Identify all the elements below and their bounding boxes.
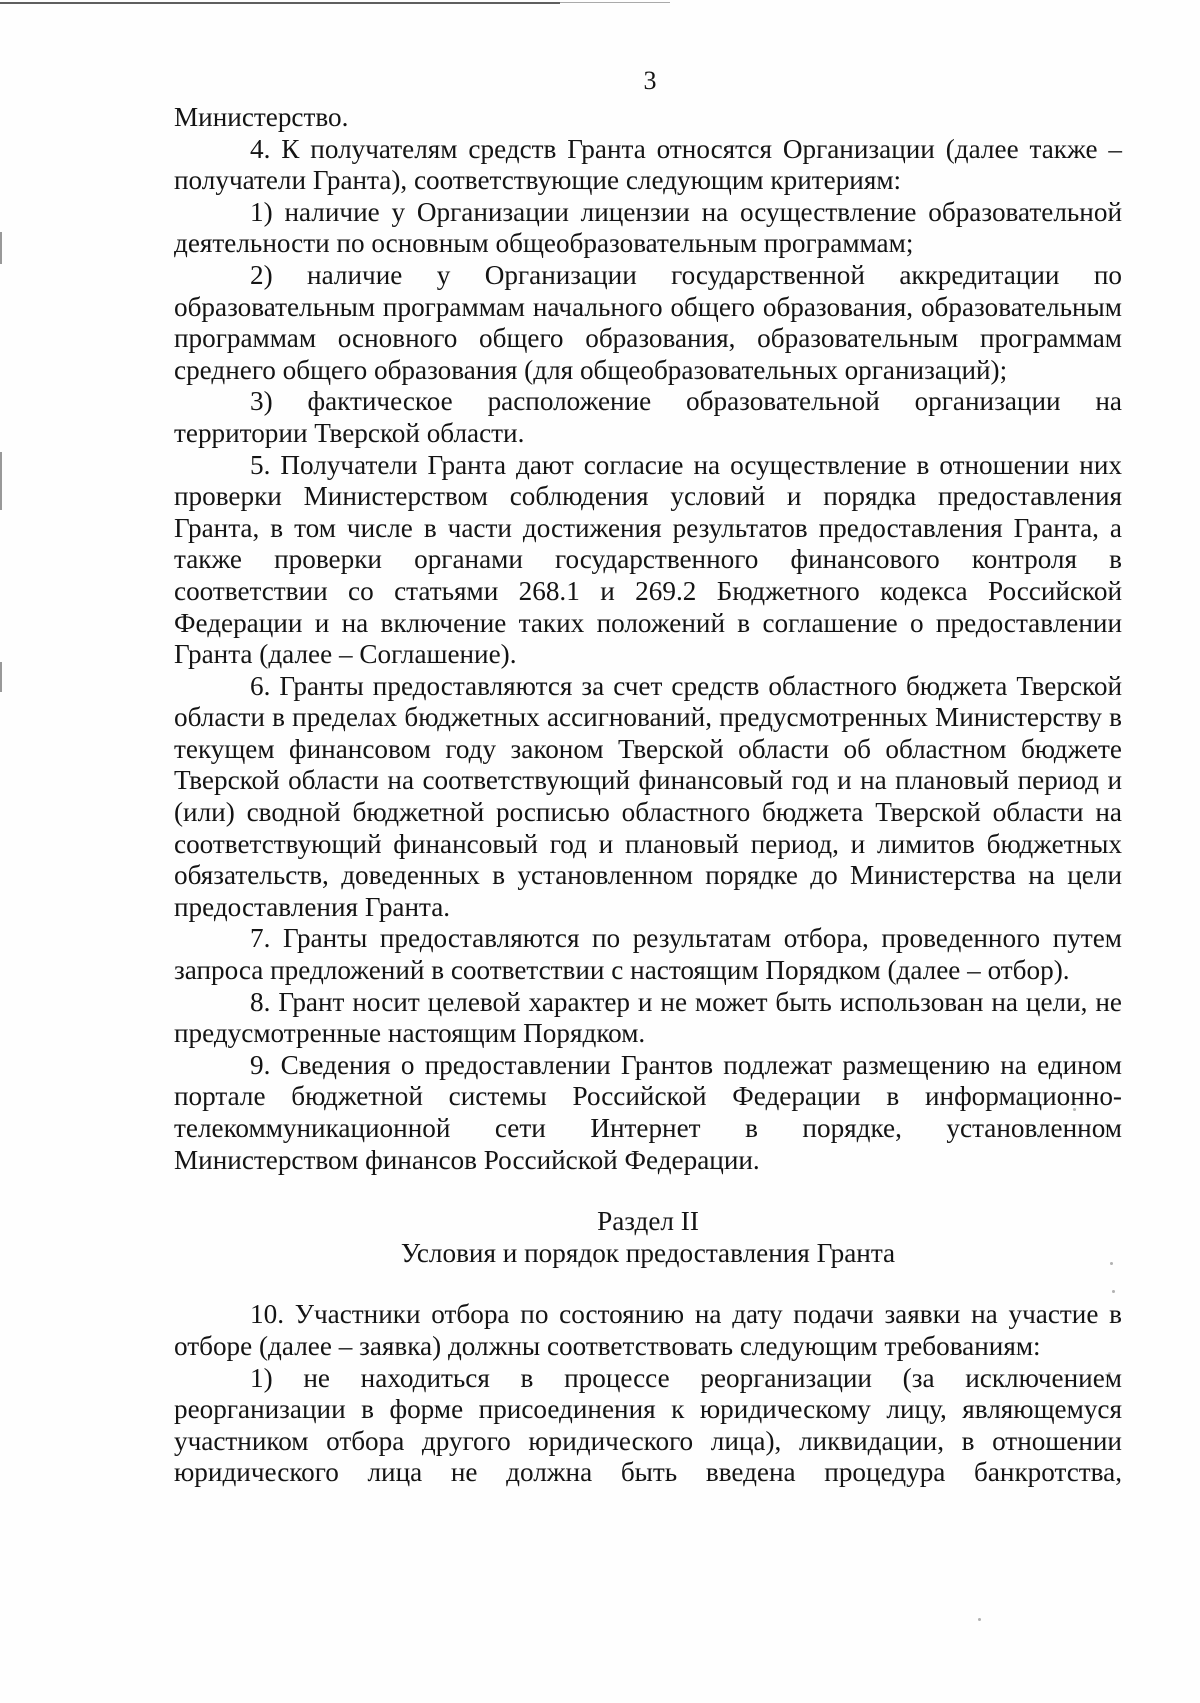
document-body	[174, 102, 1122, 1489]
paragraph: 6. Гранты предоставляются за счет средств областного бюджета Тверской области в пределах бюджетных ассигнований, предусмотренных Министерству в текущем финансовом году законом Тверской области об областном бюджете Тверской области на соответствующий финансовый год и на плановый период и (или) сводной бюджетной росписью областного бюджета Тверской области на соответствующий финансовый год и плановый период, и лимитов бюджетных обязательств, доведенных в установленном порядке до Министерства на цели предоставления Гранта.	[174, 670, 1122, 922]
paragraph: 10. Участники отбора по состоянию на дату подачи заявки на участие в отборе (далее – заявка) должны соответствовать следующим требованиям:	[174, 1299, 1122, 1361]
page-number: 3	[643, 66, 657, 95]
paragraph: 5. Получатели Гранта дают согласие на осуществление в отношении них проверки Министерством соблюдения условий и порядка предоставления Гранта, в том числе в части достижения результатов предоставления Гранта, а также проверки органами государственного финансового контроля в соответствии со статьями 268.1 и 269.2 Бюджетного кодекса Российской Федерации и на включение таких положений в соглашение о предоставлении Гранта (далее – Соглашение).	[174, 449, 1122, 670]
paragraph: 1) наличие у Организации лицензии на осуществление образовательной деятельности по основным общеобразовательным программам;	[174, 196, 1122, 259]
scan-margin-mark	[0, 662, 2, 692]
scan-speck	[978, 1618, 981, 1621]
paragraph: 4. К получателям средств Гранта относятся Организации (далее также – получатели Гранта), соответствующие следующим критериям:	[174, 133, 1122, 196]
scan-edge-line-faint	[560, 2, 670, 3]
section-title: Условия и порядок предоставления Гранта	[400, 1237, 896, 1268]
scan-edge-line	[0, 2, 560, 4]
paragraph: 8. Грант носит целевой характер и не может быть использован на цели, не предусмотренные настоящим Порядком.	[174, 986, 1122, 1049]
paragraph: 9. Сведения о предоставлении Грантов подлежат размещению на едином портале бюджетной системы Российской Федерации в информационно-телекоммуникационной сети Интернет в порядке, установленном Министерством финансов Российской Федерации.	[174, 1049, 1122, 1175]
paragraph: 7. Гранты предоставляются по результатам отбора, проведенного путем запроса предложений в соответствии с настоящим Порядком (далее – отбор).	[174, 923, 1122, 986]
paragraph: 3) фактическое расположение образовательной организации на территории Тверской области.	[174, 386, 1122, 448]
scan-margin-mark	[0, 232, 2, 264]
paragraph: 1) не находиться в процессе реорганизации (за исключением реорганизации в форме присоединения к юридическому лицу, являющемуся участником отбора другого юридического лица), ликвидации, в отношении юридического лица не должна быть введена процедура банкротства,	[174, 1362, 1122, 1488]
section-number: Раздел II	[597, 1206, 699, 1237]
paragraph: 2) наличие у Организации государственной аккредитации по образовательным программам начального общего образования, образовательным программам основного общего образования, образовательным программам среднего общего образования (для общеобразовательных организаций);	[174, 259, 1122, 385]
scan-margin-mark	[0, 452, 2, 510]
paragraph: Министерство.	[174, 102, 349, 132]
